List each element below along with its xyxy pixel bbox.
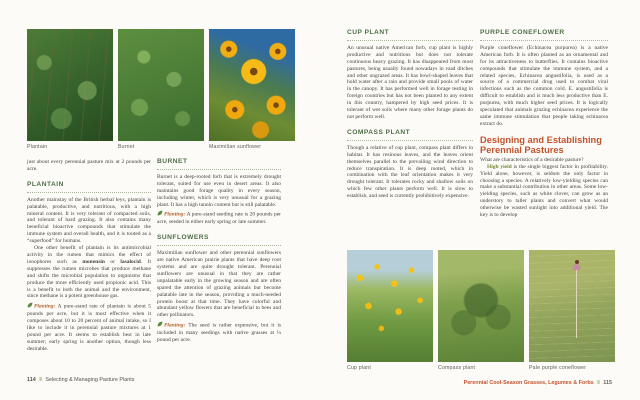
planting-note [157,210,281,226]
planting-note [157,321,281,344]
planting-label: Planting: [164,211,186,218]
planting-label: Planting: [164,322,186,329]
photo-caption: Plantain [27,144,48,150]
footer-separator: ‖ [39,377,42,383]
photo-cell [27,29,113,150]
paragraph [480,164,608,219]
leaf-icon [157,210,163,219]
photo-cell [347,250,433,371]
section-heading-burnet: BURNET [157,158,188,165]
paragraph: What are characteristics of a desirable pasture? [480,156,584,163]
page-number: 114 [27,377,36,383]
text-run: One other benefit of plantain is its antimicrobial activity in the rumen that mimics the effect of ionophores such as [27,245,151,265]
right-column-2 [480,30,608,219]
leaf-icon [27,302,33,311]
coneflower-cone [575,260,579,264]
plantain-photo [27,29,113,141]
planting-note [27,302,151,352]
maximilian-sunflower-photo [209,29,295,141]
section-heading-sunflowers: SUNFLOWERS [157,234,209,242]
photo-caption: Maximilian sunflower [209,144,262,150]
paragraph [27,245,151,300]
burnet-photo [118,29,204,141]
paragraph: An unusual native American forb, cup plant is highly productive and nutritious but does not tolerate continuous heavy grazing. It has disappeared from most pastures, being usually found nowadays in road ditches and other ungrazed areas. It has bowl-shaped leaves that hold water after a rain and provide small pools of water in the canopy. It has performed well in forage testing in foreign countries but has not been planted to any extent in this country, hampered by high seed prices. It is tolerant of wet soils where many other forage plants do not perform well. [347,44,473,120]
bold-term: lasalocid [120,258,141,265]
text-run: or [104,258,121,265]
photo-caption: Pale purple coneflower [529,365,587,371]
photo-cell [209,29,295,150]
paragraph: Though a relative of cup plant, compass plant differs in habitat. It has resinous leaves, and the leaves orient themselves parallel to the prevailing wind direction to reduce transpiration. It is deep rooted, which in combination with the leaf orientation makes it very drought tolerant. It tolerates rocky and shallow soils on which few other plants perform well. It is slow to establish, and seed is currently prohibitively expensive. [347,144,473,200]
photo-cell [118,29,204,150]
right-column-1 [347,30,473,200]
photo-caption: Burnet [118,144,135,150]
left-column-1 [27,159,151,353]
dotted-rule [157,167,281,170]
paragraph: Maximilian sunflower and other perennial sunflowers are native American prairie plants that have deep root systems and are quite drought tolerant. Perennial sunflowers are unusual in that they are rather unpalatable early in the growing season and are often spared the attention of grazing animals but become palatable late in the season, providing a much-needed protein boost at that time. They have colorful and abundant yellow flowers that are beneficial to bees and other pollinators. [157,250,281,319]
dotted-rule [347,138,473,141]
dotted-rule [347,38,473,41]
right-page-footer [464,380,612,386]
text-run: is the single biggest factor in profitability. Yield alone, however, is seldom the only factor in choosing a species. A relatively low-yielding species can make a substantial contribution in other areas. Some low-yielding species, such as white clover, can grow as an understory to taller plants and convert what would otherwise be wasted sunlight into additional yield. The key is to develop [480,163,609,219]
cup-plant-photo [347,250,433,362]
compass-plant-photo [438,250,524,362]
pale-purple-coneflower-photo [529,250,615,362]
photo-cell [529,250,615,371]
left-column-2 [157,159,281,344]
top-photo-row [27,29,295,150]
highlighted-term: High yield [487,163,512,170]
section-heading-plantain: PLANTAIN [27,180,64,188]
photo-caption: Compass plant [438,365,476,371]
photo-caption: Cup plant [347,365,372,371]
page-number: 115 [603,380,612,386]
paragraph: Purple coneflower (Echinacea purpurea) is a native American forb. It is often planted as an ornamental and for its attractiveness to butterflies. It contains bioactive compounds that stimulate the immune system, and a related species, Echinacea angustifolia, is used as a source of a commercial drug used to combat viral infections such as the common cold. E. angustifolia is difficult to establish and is much less productive than E. purpurea, with much higher seed prices. It is logically speculated that animals grazing echinacea experience the same immune stimulation that people taking echinacea extract do. [480,44,608,127]
footer-title: Selecting & Managing Pasture Plants [45,377,135,383]
planting-label: Planting: [34,303,56,310]
coneflower-bloom [572,263,581,270]
chapter-section-heading: Designing and Establishing Perennial Pastures [480,134,602,155]
section-heading-compass-plant: COMPASS PLANT [347,128,411,136]
bold-term: monensin [82,258,105,265]
section-heading-cup-plant: CUP PLANT [347,29,390,36]
intro-paragraph: just about every perennial pasture mix at 2 pounds per acre. [27,159,151,172]
left-page-footer [27,377,134,383]
bottom-photo-row [347,250,615,371]
paragraph: Burnet is a deep-rooted forb that is extremely drought tolerant, suited for use even in desert areas. It also maintains good forage quality in every season, including winter, which is very unusual for a grazing plant. It has a high tannin content but is still palatable. [157,173,281,208]
planting-text: A pure-stand seeding rate is 20 pounds per acre, seeded in either early spring or late summer. [157,211,281,226]
planting-text: A pure-stand rate of plantain is about 5 pounds per acre, but it is most effective when it composes about 10 to 20 percent of animal intake, so I like to include it in perennial pasture mixtures at 1 pound per acre. It seems to establish best in late summer; early spring is another option, though less desirable. [27,303,151,352]
footer-title: Perennial Cool-Season Grasses, Legumes & Forbs [463,380,594,386]
text-run: . It suppresses the rumen microbes that produce methane and shifts the microbial population to organisms that produce the more efficiently used propionic acid. This is a benefit to both the animal and the environment, since methane is a potent greenhouse gas. [27,258,151,300]
dotted-rule [157,243,281,246]
planting-text: The seed is rather expensive, but it is included in many seedings with native grasses at ¼ pound per acre. [157,322,281,344]
coneflower-stem [576,269,577,338]
paragraph: Another mainstay of the British herbal leys, plantain is palatable, productive, and nutritious, with a high mineral content. It is very tolerant of compacted soils, and tolerant of hard grazing. It also contains many beneficial bioactive compounds that stimulate the immune system and overall health, and it is touted as a “superfood” for humans. [27,196,151,245]
section-heading-purple-coneflower: PURPLE CONEFLOWER [480,29,565,36]
dotted-rule [480,38,608,41]
leaf-icon [157,321,163,330]
footer-separator: ‖ [597,380,600,386]
photo-cell [438,250,524,371]
dotted-rule [27,190,151,193]
